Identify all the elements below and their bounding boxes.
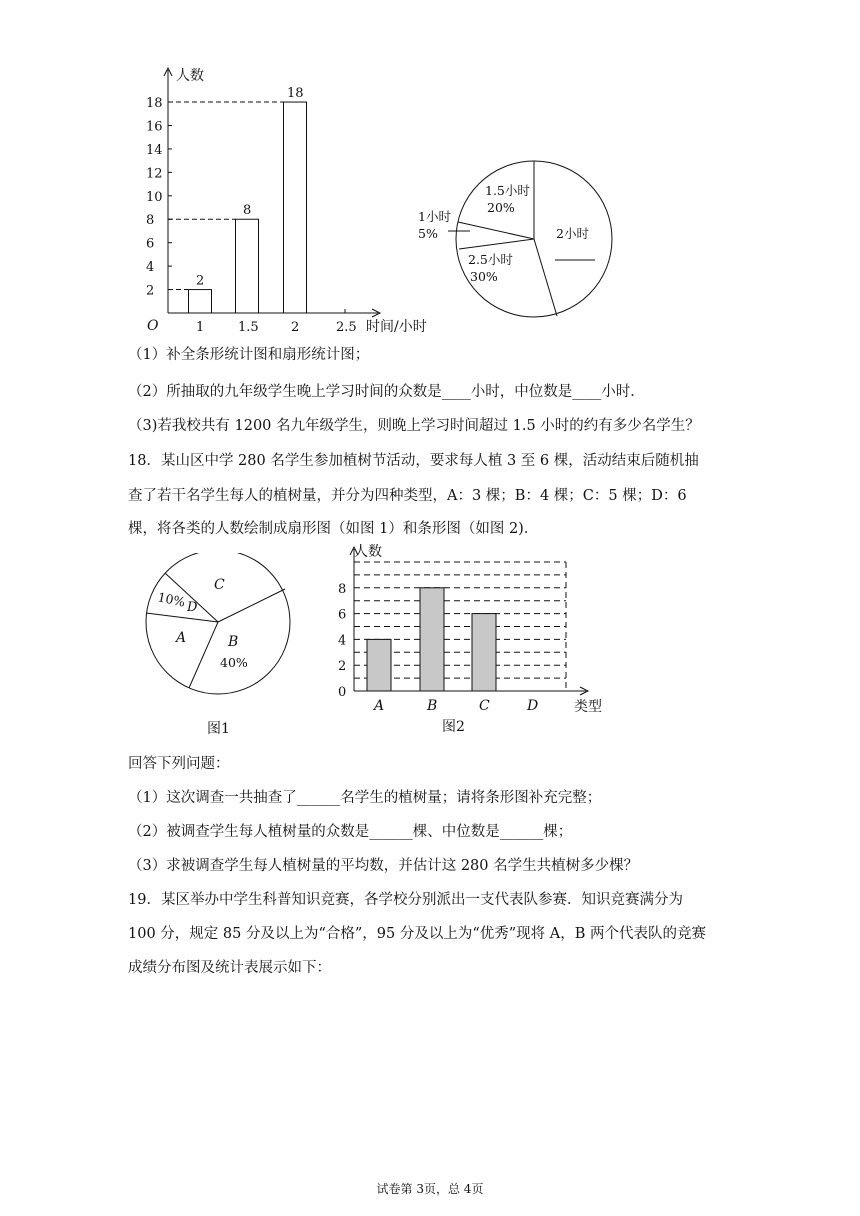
c1-x-tick-label: 2.5 [336, 320, 357, 335]
pie-chart-tree-types [140, 553, 300, 743]
c1-y-tick-label: 4 [146, 260, 155, 276]
pie2-label-C: C [214, 577, 225, 593]
c2-y-tick-label: 0 [338, 685, 347, 700]
q18-part1: （1）这次调查一共抽查了______名学生的植树量；请将条形图补充完整； [128, 790, 602, 806]
c1-origin: O [147, 318, 159, 334]
pie1-label-1h: 1小时 [418, 209, 451, 224]
q18-stem-line1: 18．某山区中学 280 名学生参加植树节活动，要求每人植 3 至 6 棵，活动结束后随机抽 [128, 453, 699, 469]
pie2-radius-c [189, 622, 218, 688]
pie2-caption: 图1 [207, 721, 230, 737]
c2-y-tick-label: 4 [338, 633, 347, 649]
pie2-label-D: D [187, 600, 198, 615]
q19-stem-line3: 成绩分布图及统计表展示如下： [128, 960, 331, 976]
pie1-label-2h: 2小时 [556, 226, 589, 241]
c2-y-tick-label: 8 [338, 581, 347, 597]
c1-y-tick-label: 8 [146, 213, 155, 229]
c1-bar [236, 219, 259, 313]
c1-data-label: 18 [287, 86, 304, 102]
c1-x-tick-label: 1 [196, 320, 205, 335]
pie2-pct-B: 40% [220, 655, 248, 670]
c1-x-tick-label: 2 [291, 320, 300, 335]
pie1-pct-1h: 5% [418, 226, 438, 241]
c2-x-tick-label: A [374, 698, 385, 714]
c2-xlabel: 类型 [574, 699, 602, 715]
q18-stem-line3: 棵，将各类的人数绘制成扇形图（如图 1）和条形图（如图 2)． [128, 521, 539, 537]
c1-y-tick-label: 6 [146, 236, 155, 252]
c2-bar [367, 639, 391, 691]
c1-x-tick-label: 1.5 [238, 320, 259, 335]
pie1-label-1.5h: 1.5小时 [485, 183, 530, 198]
c1-y-tick-label: 18 [146, 96, 163, 112]
q18-answer-intro: 回答下列问题： [128, 756, 230, 772]
q19-stem-line1: 19．某区举办中学生科普知识竞赛，各学校分别派出一支代表队参赛．知识竞赛满分为 [128, 892, 683, 908]
c2-bar [420, 588, 444, 691]
c1-data-label: 8 [243, 203, 252, 219]
pie1-pct-2.5h: 30% [470, 269, 498, 284]
page-footer: 试卷第 3页，总 4页 [376, 1182, 484, 1196]
c1-y-tick-label: 10 [146, 189, 163, 205]
c2-ylabel: 人数 [354, 544, 382, 560]
c1-bar [189, 290, 212, 313]
pie2-outline [146, 553, 290, 694]
q17-part1: （1）补全条形统计图和扇形统计图； [128, 347, 370, 363]
c2-x-tick-label: B [427, 698, 438, 714]
c2-y-tick-label: 2 [338, 659, 347, 675]
c1-xlabel: 时间/小时 [366, 319, 427, 335]
c1-y-tick-label: 12 [146, 166, 163, 182]
pie-chart-study-time [400, 150, 630, 330]
c1-bar [284, 102, 307, 313]
c1-ylabel: 人数 [176, 68, 204, 84]
q17-part3: （3)若我校共有 1200 名九年级学生，则晚上学习时间超过 1.5 小时的约有多少名学生？ [128, 418, 700, 434]
q18-stem-line2: 查了若干名学生每人的植树量，并分为四种类型，A：3 棵；B：4 棵；C：5 棵；D：6 [128, 488, 687, 504]
pie2-pct-D: 10% [156, 589, 187, 610]
c1-data-label: 2 [196, 273, 205, 289]
q19-stem-line2: 100 分，规定 85 分及以上为“合格”，95 分及以上为“优秀”现将 A，B 两个代表队的竞赛 [128, 926, 707, 942]
pie1-radius-c [459, 239, 534, 249]
c2-x-tick-label: C [479, 698, 490, 714]
c1-y-tick-label: 2 [146, 283, 155, 299]
q18-part3: （3）求被调查学生每人植树量的平均数，并估计这 280 名学生共植树多少棵？ [128, 858, 639, 874]
c1-y-tick-label: 14 [146, 142, 163, 158]
c2-caption: 图2 [442, 719, 465, 735]
pie2-label-B: B [228, 634, 239, 650]
q18-part2: （2）被调查学生每人植树量的众数是______棵、中位数是______棵； [128, 824, 573, 840]
c2-y-tick-label: 6 [338, 607, 347, 623]
pie2-label-A: A [176, 630, 187, 646]
pie2-radius-b [146, 613, 218, 622]
pie1-label-2.5h: 2.5小时 [468, 252, 513, 267]
c1-y-tick-label: 16 [146, 119, 163, 135]
c2-bar [472, 614, 496, 691]
c2-x-tick-label: D [527, 698, 539, 714]
pie2-radius-d [218, 589, 285, 622]
bar-chart-tree-types [320, 535, 620, 745]
pie1-pct-1.5h: 20% [487, 200, 515, 215]
q17-part2: （2）所抽取的九年级学生晚上学习时间的众数是____小时，中位数是____小时． [128, 384, 645, 400]
pie1-radius-d [534, 239, 557, 316]
